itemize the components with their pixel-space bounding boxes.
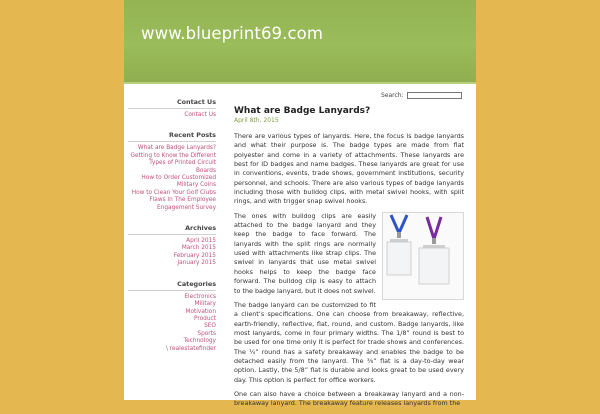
site-header <box>124 0 476 84</box>
recent-post-link[interactable]: Flaws In The Employee Engagement Survey <box>149 197 216 211</box>
category-link[interactable]: Sports <box>197 330 216 337</box>
sidebar <box>128 98 216 365</box>
sidebar-heading-recent-posts: Recent Posts <box>128 131 216 142</box>
recent-posts-list <box>128 145 216 212</box>
category-link[interactable]: Technology <box>183 338 216 345</box>
search-form <box>381 91 462 100</box>
post-title[interactable]: What are Badge Lanyards? <box>234 106 371 116</box>
recent-post-link[interactable]: How to Order Customized Military Coins <box>141 175 216 189</box>
category-link[interactable]: Military <box>194 301 216 308</box>
archive-link[interactable]: March 2015 <box>181 245 216 252</box>
category-link[interactable]: \ realestatefinder <box>166 345 216 352</box>
contact-list <box>128 112 216 119</box>
search-input[interactable] <box>407 92 462 99</box>
post-date: April 8th, 2015 <box>234 117 279 124</box>
category-link[interactable]: Motivation <box>185 308 216 315</box>
post-paragraph: The badge lanyard can be customized to fit a client’s specifications. One can choose from breakaway, reflective, earth-friendly, reflective, flat, round, and custom. Badge lanyards, like most lanyards, come in four primary widths. The 1/8” round is best to be used for one time only It is perfect for trade shows and conferences. The ¼” round has a safety breakaway and enables the badge to be detached easily from the lanyard. The ⅜” flat is a day-to-day wear option. Lastly, the 5/8” flat is durable and looks great to be used every day. This option is perfect for office workers. <box>234 300 464 384</box>
archive-link[interactable]: February 2015 <box>173 252 216 259</box>
category-link[interactable]: SEO <box>204 323 216 330</box>
category-link[interactable]: Electronics <box>184 293 216 300</box>
recent-post-link[interactable]: Getting to Know the Different Types of Printed Circuit Boards <box>130 152 216 174</box>
categories-list <box>128 294 216 353</box>
sidebar-link-contact[interactable]: Contact Us <box>184 112 216 118</box>
archive-link[interactable]: January 2015 <box>177 260 216 267</box>
site-title[interactable]: www.blueprint69.com <box>141 24 324 43</box>
archives-list <box>128 238 216 268</box>
category-link[interactable]: Product <box>193 315 216 322</box>
badge-lanyards-image <box>382 212 464 300</box>
recent-post-link[interactable]: How to Clean Your Golf Clubs <box>131 189 216 196</box>
recent-post-link[interactable]: What are Badge Lanyards? <box>137 145 216 152</box>
page-container <box>124 0 476 408</box>
sidebar-heading-categories: Categories <box>128 280 216 291</box>
post-paragraph: One can also have a choice between a breakaway lanyard and a non-breakaway lanyard. The breakaway feature releases lanyards from the <box>234 389 464 408</box>
post-paragraph: The ones with bulldog clips are easily attached to the badge lanyard and they keep the badge to face forward. The lanyards with the split rings are normally used with attachments like strap clips. The swivel in lanyards that use metal swivel hooks helps to keep the badge face forward. The bulldog clip is easy to attach to the badge lanyard, but it does not swivel. <box>234 211 376 295</box>
post-paragraph: There are various types of lanyards. Here, the focus is badge lanyards and what their purpose is. The badge types are made from flat polyester and come in a variety of attachments. These lanyards are best for ID badges and name badges. These lanyards are great for use in conventions, events, trade shows, government institutions, security personnel, and schools. There are also various types of badge lanyards including those with bulldog clips, with metal swivel hooks, with split rings, and with trigger snap swivel hooks. <box>234 132 464 206</box>
lanyard-illustration <box>383 213 463 299</box>
archive-link[interactable]: April 2015 <box>186 238 216 245</box>
search-label: Search: <box>381 92 404 99</box>
sidebar-heading-contact: Contact Us <box>128 98 216 109</box>
post-content <box>234 106 464 414</box>
sidebar-heading-archives: Archives <box>128 224 216 235</box>
